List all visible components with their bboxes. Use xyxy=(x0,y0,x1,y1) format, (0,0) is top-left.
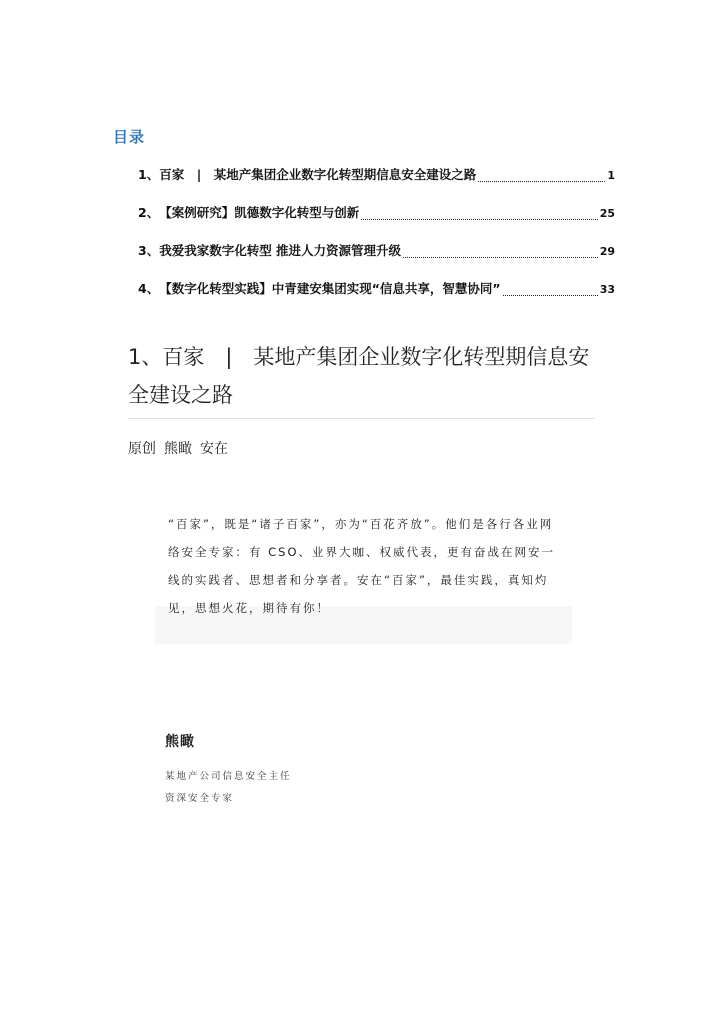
toc-entry-3[interactable] xyxy=(138,241,615,261)
toc-dot-leader xyxy=(503,294,598,296)
article-title: 1、百家 | 某地产集团企业数字化转型期信息安全建设之路 xyxy=(128,345,590,407)
toc-entry-page: 33 xyxy=(599,283,615,296)
author-card-name: 熊瞰 xyxy=(165,734,195,750)
toc-entry-number: 2、 xyxy=(138,205,160,220)
toc-entry-1[interactable] xyxy=(138,165,615,185)
byline xyxy=(128,438,228,458)
toc-dot-leader xyxy=(403,256,598,258)
toc-entry-4[interactable] xyxy=(138,279,615,299)
toc-entry-title: 我爱我家数字化转型 推进人力资源管理升级 xyxy=(159,243,402,258)
byline-author[interactable]: 熊瞰 xyxy=(164,441,192,457)
toc-entry-number: 4、 xyxy=(138,281,160,296)
toc-entry-title: 【数字化转型实践】中青建安集团实现“信息共享，智慧协同” xyxy=(159,281,501,296)
toc-entry-title: 【案例研究】凯德数字化转型与创新 xyxy=(159,205,360,220)
toc-heading: 目录 xyxy=(113,128,146,146)
toc-entry-page: 29 xyxy=(599,245,615,258)
title-divider xyxy=(128,418,595,419)
toc-entry-title: 某地产集团企业数字化转型期信息安全建设之路 xyxy=(213,167,477,182)
byline-original-tag: 原创 xyxy=(128,441,156,457)
intro-quote-box xyxy=(155,500,572,644)
toc-entry-2[interactable] xyxy=(138,203,615,223)
author-card-role: 资深安全专家 xyxy=(165,793,235,804)
toc-entry-page: 1 xyxy=(607,169,615,182)
toc-entry-number: 3、 xyxy=(138,243,160,258)
byline-source[interactable]: 安在 xyxy=(200,441,228,457)
toc-dot-leader xyxy=(361,218,597,220)
toc-entry-number: 1、百家 | xyxy=(138,167,214,182)
author-card-role: 某地产公司信息安全主任 xyxy=(165,771,292,782)
intro-text: “百家”，既是“诸子百家”，亦为“百花齐放”。他们是各行各业网络安全专家：有 CSO、业界大咖、权威代表，更有奋战在网安一线的实践者、思想者和分享者。安在“百家”，最佳实践，真知灼见，思想火花，期待有你！ xyxy=(168,517,556,615)
toc-entry-page: 25 xyxy=(599,207,615,220)
toc-dot-leader xyxy=(478,180,605,182)
